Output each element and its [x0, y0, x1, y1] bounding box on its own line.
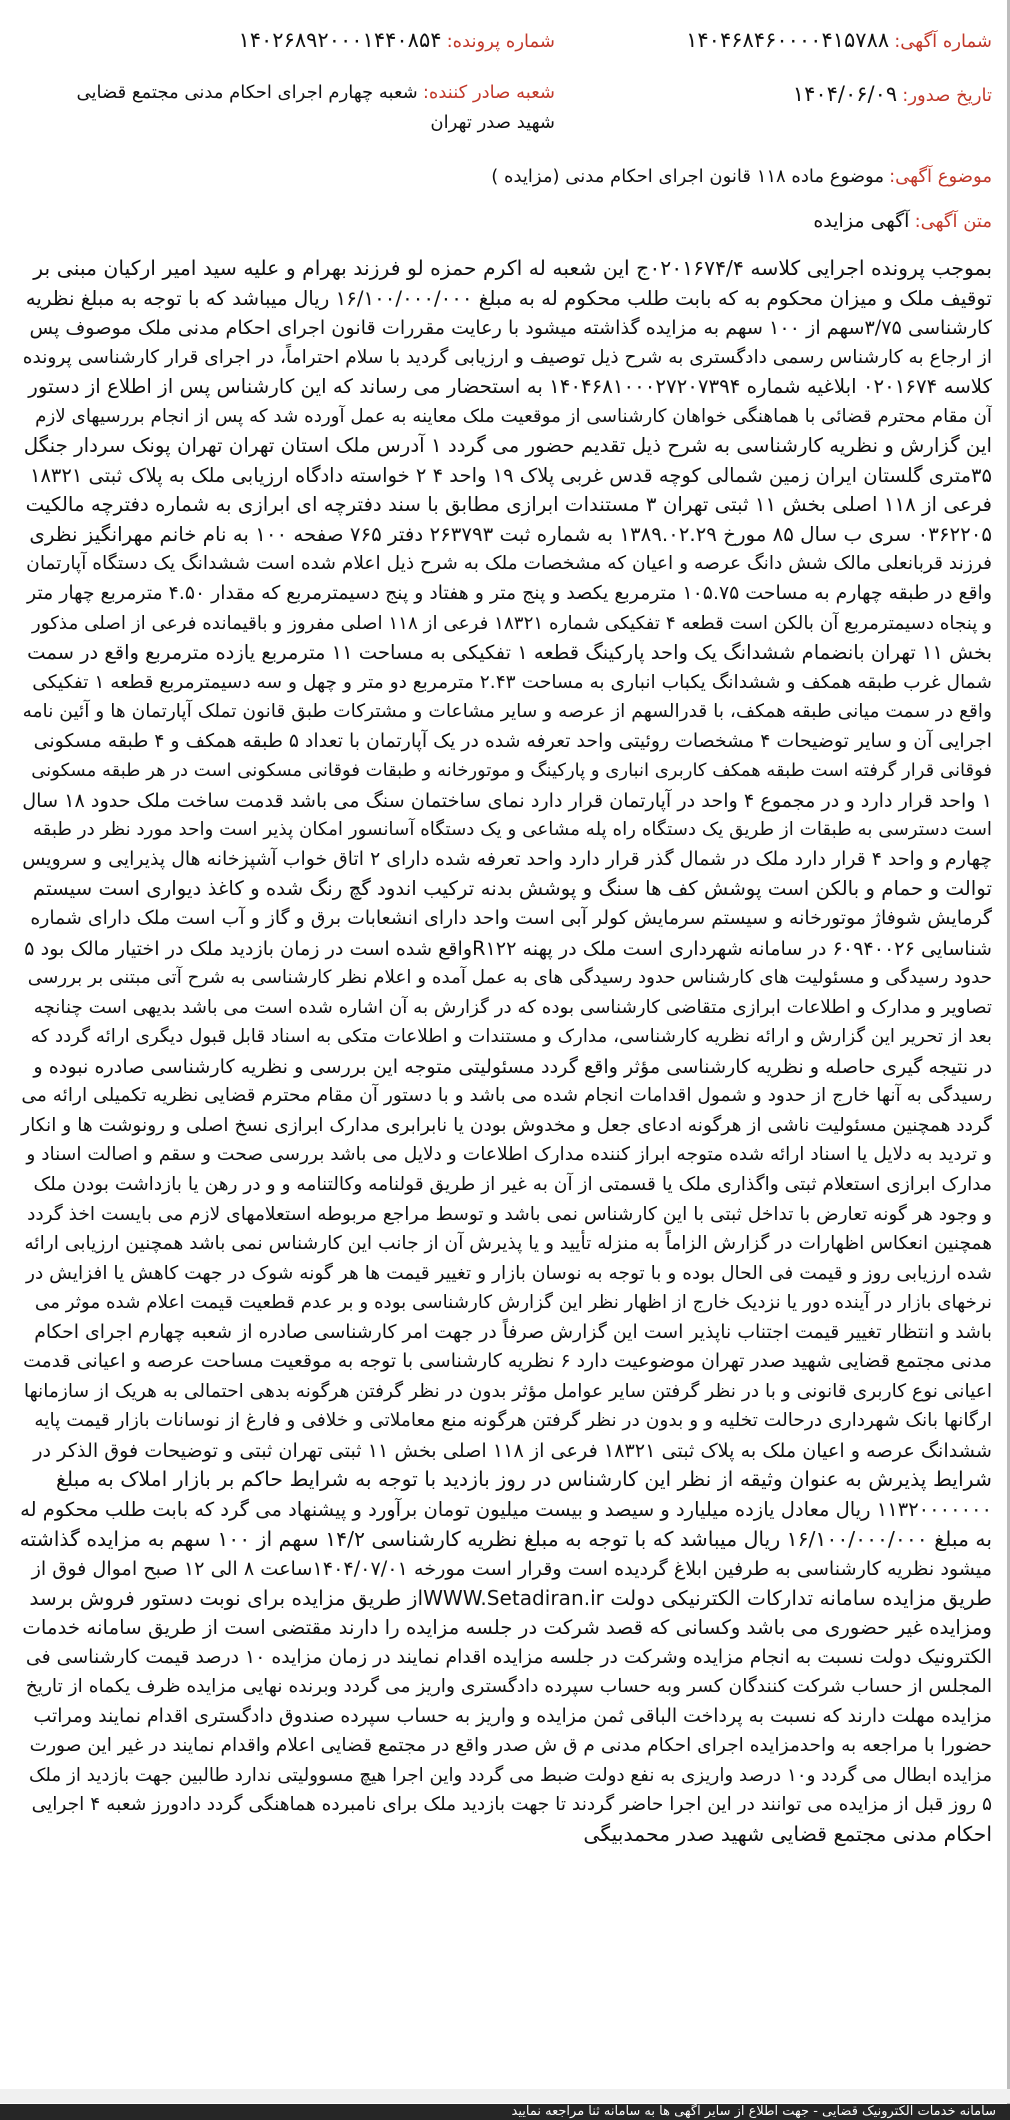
footer-bar — [0, 2104, 1010, 2120]
body-line: طریق مزایده سامانه تدارکات الکترنیکی دولت WWW.Setadiran.irاز طریق مزایده برای نوبت دستور فروش برسد — [29, 1585, 992, 1610]
ad-text-field — [813, 210, 992, 232]
issue-date-field — [793, 82, 992, 106]
body-line: ومزایده غیر حضوری می باشد وکسانی که قصد شرکت در جلسه مزایده را دارند مقتضی است از طریق سامانه خدمات — [22, 1616, 992, 1640]
issuing-branch-value: شعبه چهارم اجرای احکام مدنی مجتمع قضایی شهید صدر تهران — [76, 82, 555, 133]
footer-strip — [0, 2089, 1010, 2103]
body-line: رسیدگی به آنها خارج از حدود و شمول اقدامات انجام شده می باشد و با دستور آن مقام محترم قضایی نظریه تکمیلی ارائه می — [21, 1085, 992, 1107]
body-line: ۰۳۶۲۲۰۵ سری ب سال ۸۵ مورخ ۱۳۸۹.۰۲.۲۹ به شماره ثبت ۲۶۳۷۹۳ دفتر ۷۶۵ صفحه ۱۰۰ به نام خانم مهرانگیز نظری — [29, 522, 992, 546]
ad-number-label: شماره آگهی: — [894, 31, 992, 52]
subject-label: موضوع آگهی: — [889, 166, 992, 187]
body-line: توقیف ملک و میزان محکوم به که بابت طلب محکوم له به مبلغ ۱۶/۱۰۰/۰۰۰/۰۰۰ ریال میباشد که با توجه به مبلغ نظریه — [25, 286, 992, 310]
body-line: تصاویر و مدارک و اطلاعات ابرازی متقاضی کارشناسی بوده که در گزارش به آن اشاره شده است می باشد بدیهی است چنانچه — [33, 996, 992, 1018]
body-line: کلاسه ۰۲۰۱۶۷۴ ابلاغیه شماره ۱۴۰۴۶۸۱۰۰۰۲۷۲۰۷۳۹۴ به استحضار می رساند که این کارشناس پس از اطلاع از دستور — [28, 375, 992, 399]
body-line: فوقانی قرار گرفته است طبقه همکف کاربری انباری و پارکینگ و موتورخانه و طبقات فوقانی مسکونی است در هر طبقه مسکونی — [31, 760, 992, 782]
footer-text: سامانه خدمات الکترونیک قضایی - جهت اطلاع از سایر آگهی ها به سامانه ثنا مراجعه نمایید — [511, 2104, 996, 2119]
body-line: فرعی از ۱۱۸ اصلی بخش ۱۱ ثبتی تهران ۳ مستندات ابرازی مطابق با سند دفترچه ای ابرازی به شماره دفترچه مالکیت — [25, 493, 992, 517]
body-line: واقع در سمت میانی طبقه همکف، با قدرالسهم از عرصه و سایر مشاعات و مشترکات طبق قانون تملک آپارتمان ها و آئین نامه — [22, 701, 992, 723]
body-line: مزایده مهلت دارند که نسبت به پرداخت الباقی ثمن مزایده و واریز به حساب سپرده صندوق دادگستری اقدام نمایند ومراتب — [33, 1704, 992, 1727]
issue-date-label: تاریخ صدور: — [902, 85, 992, 106]
body-line: شناسایی ۶۰۹۴۰۰۲۶ در سامانه شهرداری است ملک در پهنه R۱۲۲واقع شده است در زمان بازدید ملک در اختیار مالک بود ۵ — [24, 936, 992, 960]
body-line: گردد همچنین مسئولیت ناشی از هرگونه ادعای جعل و مخدوش بودن یا نابرابری مدارک ابرازی نسخ اصلی و رونوشت ها و انکار — [21, 1114, 992, 1136]
body-line: همچنین انعکاس اظهارات در گزارش الزاماً به منزله تأیید و یا پذیرش آن از جانب این کارشناس نمی باشد همچنین ارزیابی ارائه — [24, 1233, 992, 1255]
body-line: حدود رسیدگی و مسئولیت های کارشناس حدود رسیدگی های به عمل آمده و اعلام نظر کارشناسی به شرح آتی مبتنی بر بررسی — [27, 967, 992, 989]
body-line: در نتیجه گیری حاصله و نظریه کارشناسی مؤثر واقع گردد مسئولیتی متوجه این بررسی و نظریه کارشناسی صادره نبوده و — [33, 1054, 992, 1078]
body-line: بموجب پرونده اجرایی کلاسه ۰۲۰۱۶۷۴/۴ج این شعبه له اکرم حمزه لو فرزند بهرام و علیه سید امیر ارکیان مبنی بر — [33, 256, 992, 280]
body-line: گرمایش شوفاژ موتورخانه و سیستم سرمایش کولر آبی است واحد دارای انشعابات برق و گاز و آب است ملک دارای شماره — [30, 907, 992, 930]
body-line: ۳۵متری گلستان ایران زمین شمالی کوچه قدس غربی پلاک ۱۹ واحد ۴ ۲ خواسته دادگاه ارزیابی ملک به پلاک ثبتی ۱۸۳۲۱ — [29, 463, 992, 487]
ad-number-value: ۱۴۰۴۶۸۴۶۰۰۰۰۴۱۵۷۸۸ — [686, 28, 890, 52]
issuing-branch-label: شعبه صادر کننده: — [422, 82, 555, 103]
body-line: ۵ روز قبل از مزایده می توانند در این اجرا حاضر گردند تا جهت بازدید ملک برای نامبرده هماهنگی گردد دادورز شعبه ۴ اجرایی — [31, 1794, 992, 1816]
body-line: مدارک ابرازی استعلام ثبتی واگذاری ملک یا قسمتی از آن به غیر از طریق قولنامه وکالتنامه و و در رهن یا بازداشت بودن ملک — [33, 1173, 992, 1195]
body-line: توالت و حمام و بالکن است پوشش کف ها سنگ و پوشش بدنه ترکیب اندود گچ رنگ شده و کاغذ دیواری است سیستم — [32, 877, 992, 901]
body-line: و پنجاه دسیمترمربع آن بالکن است قطعه ۴ تفکیکی شماره ۱۸۳۲۱ فرعی از ۱۱۸ اصلی مفروز و باقیمانده فرعی از اصلی مذکور — [31, 612, 992, 634]
body-line: باشد و انتظار تغییر قیمت اجتناب ناپذیر است این گزارش صرفاً در جهت امر کارشناسی صادره از شعبه چهارم اجرای احکام — [34, 1320, 992, 1343]
case-number-value: ۱۴۰۲۶۸۹۲۰۰۰۱۴۴۰۸۵۴ — [238, 28, 442, 52]
body-line: احکام مدنی مجتمع قضایی شهید صدر محمدبیگی — [583, 1821, 992, 1846]
body-line: ۱۱۳۲۰۰۰۰۰۰۰ ریال معادل یازده میلیارد و سیصد و بیست میلیون تومان برآورد و پیشنهاد می گرد که بابت طلب محکوم له — [20, 1497, 992, 1521]
body-line: فرزند قربانعلی مالک شش دانگ عرصه و اعیان که مشخصات ملک به شرح ذیل اعلام شده است ششدانگ یک دستگاه آپارتمان — [26, 553, 992, 575]
body-line: شده ارزیابی روز و قیمت فی الحال بوده و با توجه به نوسان بازار و تغییر قیمت ها هر گونه شوک در جهت کاهش یا افزایش در — [25, 1262, 992, 1284]
body-line: این گزارش و نظریه کارشناسی به شرح ذیل تقدیم حضور می گردد ۱ آدرس ملک استان تهران تهران پونک سردار جنگل — [23, 434, 992, 458]
ad-text-value: آگهی مزایده — [813, 210, 910, 232]
body-line: آن مقام محترم قضائی با هماهنگی خواهان کارشناسی از موقعیت ملک معاینه به عمل آورده شد که پس از انجام بررسیهای لازم — [35, 405, 992, 427]
body-line: مزایده ابطال می گردد و۱۰ درصد واریزی به نفع دولت ضبط می گردد واین اجرا هیچ مسوولیتی ندارد طالبین جهت بازدید از ملک — [28, 1764, 992, 1786]
body-line: اعیانی نوع کاربری قانونی و با در نظر گرفتن سایر عوامل مؤثر بدون در نظر گرفتن هرگونه بدهی احتمالی به هریک از سازمانها — [23, 1380, 992, 1402]
body-line: به مبلغ ۱۶/۱۰۰/۰۰۰/۰۰۰ ریال میباشد که با توجه به مبلغ نظریه کارشناسی ۱۴/۲ سهم از ۱۰۰ سهم به مزایده گذاشته — [20, 1526, 992, 1551]
body-line: المجلس از حساب شرکت کنندگان کسر وبه حساب سپرده دادگستری واریز می گردد وبرنده نهایی مزایده ظرف یکماه از تاریخ — [25, 1676, 992, 1698]
case-number-label: شماره پرونده: — [446, 31, 555, 52]
body-line: بخش ۱۱ تهران بانضمام ششدانگ یک واحد پارکینگ قطعه ۱ تفکیکی به مساحت ۱۱ مترمربع یازده مترمربع واقع در سمت — [27, 641, 992, 665]
case-number-field — [238, 28, 555, 52]
body-line: چهارم و واحد ۴ قرار دارد ملک در شمال گذر قرار دارد واحد تعرفه شده دارای ۲ اتاق خواب آشپزخانه هال پذیرایی و سرویس — [22, 847, 992, 870]
body-line: از ارجاع به کارشناس رسمی دادگستری به شرح ذیل توصیف و ارزیابی گردید با سلام احتراماً، در اجرای قرار کارشناسی پرونده — [22, 346, 992, 368]
body-line: ۱ واحد قرار دارد و در مجموع ۴ واحد در آپارتمان قرار دارد نمای ساختمان سنگ می باشد قدمت ساخت ملک حدود ۱۸ سال — [22, 788, 992, 812]
ad-text-label: متن آگهی: — [914, 211, 992, 232]
issue-date-value: ۱۴۰۴/۰۶/۰۹ — [792, 82, 898, 106]
notice-body — [20, 254, 992, 1850]
body-line: کارشناسی ۳/۷۵سهم از ۱۰۰ سهم به مزایده گذاشته میشود با رعایت مقررات قانون اجرای احکام مدنی ملک موصوف پس — [29, 316, 992, 340]
ad-number-field — [686, 28, 992, 52]
body-line: نرخهای بازار در آینده دور یا نزدیک خارج از اظهار نظر این گزارش کارشناسی بوده و بر عدم قطعیت قیمت اعلام شده موثر می — [34, 1292, 992, 1314]
body-line: مدنی مجتمع قضایی شهید صدر تهران موضوعیت دارد ۶ نظریه کارشناسی با توجه به موقعیت مساحت عرصه و اعیانی قدمت — [23, 1350, 992, 1373]
body-line: ششدانگ عرصه و اعیان ملک به پلاک ثبتی ۱۸۳۲۱ فرعی از ۱۱۸ اصلی بخش ۱۱ ثبتی تهران ثبتی و توضیحات فوق الذکر در — [33, 1438, 992, 1462]
body-line: میشود نظریه کارشناسی به طرفین ابلاغ گردیده است وقرار است مورخه ۱۴۰۴/۰۷/۰۱ساعت ۸ الی ۱۲ صبح اموال فوق از — [31, 1557, 992, 1581]
subject-field — [491, 166, 992, 187]
body-line: شرایط پذیرش به عنوان وثیقه از نظر این کارشناس در روز بازدید با توجه به شرایط حاکم بر بازار املاک به مبلغ — [56, 1467, 992, 1492]
body-line: است دسترسی به طبقات از طریق یک دستگاه راه پله مشاعی و یک دستگاه آسانسور امکان پذیر است واحد مورد نظر در طبقه — [32, 819, 992, 841]
body-line: الکترونیک دولت نسبت به انجام مزایده وشرکت در جلسه مزایده اقدام نمایند در زمان مزایده ۱۰ درصد قیمت کارشناسی فی — [25, 1645, 992, 1668]
body-line: ارگانها بانک شهرداری درحالت تخلیه و و بدون در نظر گرفتن هرگونه منع معاملاتی و خلافی و فارغ از نوسانات بازار قیمت پایه — [34, 1410, 992, 1432]
subject-value: موضوع ماده ۱۱۸ قانون اجرای احکام مدنی (مزایده ) — [491, 166, 884, 187]
issuing-branch-field — [35, 78, 555, 138]
body-line: شمال غرب طبقه همکف و ششدانگ یکباب انباری به مساحت ۲.۴۳ مترمربع دو متر و چهل و سه دسیمترمربع قطعه ۱ تفکیکی — [32, 671, 992, 693]
body-line: اجرایی آن و سایر توضیحات ۴ مشخصات روئیتی واحد تعرفه شده در یک آپارتمان با تعداد ۵ طبقه همکف و ۴ طبقه مسکونی — [33, 729, 992, 752]
body-line: و تردید به دلایل یا اسناد ارائه شده متوجه ابراز کننده مدارک اطلاعات و دلایل می باشد بررسی صحت و سقم و اصالت اسناد و — [26, 1144, 992, 1166]
body-line: و وجود هر گونه تعارض با تداخل ثبتی با این کارشناس نمی باشد و توسط مراجع مربوطه استعلامهای لازم می بایست اخذ گردد — [27, 1203, 992, 1225]
body-line: حضورا با مراجعه به واحدمزایده اجرای احکام مدنی م ق ش صدر واقع در مجتمع قضایی اعلام واقدام نمایند در غیر این صورت — [29, 1735, 992, 1757]
body-line: واقع در طبقه چهارم به مساحت ۱۰۵.۷۵ مترمربع یکصد و پنج متر و هفتاد و پنج دسیمترمربع که مقدار ۴.۵۰ مترمربع چهار متر — [27, 582, 992, 605]
body-line: بعد از تحریر این گزارش و ارائه نظریه کارشناسی، مدارک و مستندات و اطلاعات متکی به اسناد قابل قبول دیگری ارائه گردد که — [30, 1026, 992, 1048]
